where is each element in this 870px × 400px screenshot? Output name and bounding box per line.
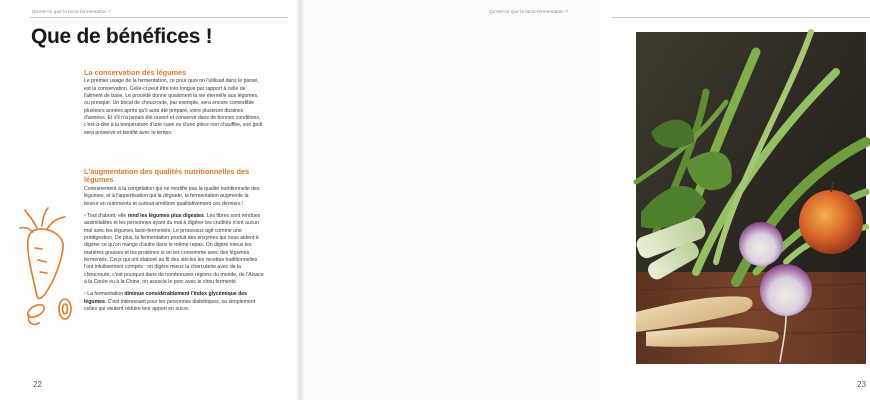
left-page [0, 0, 300, 400]
bullet-digestion-body: . Les fibres sont rendues assimilables et les personnes ayant du mal à digérer les crudités n'ont aucun mal avec les légumes lacto-fermentés. Le processus agit comme une prédigestion. De plus, la fermentation produit des enzymes qui nous aident à digérer ce qu'on mange d'autre dans le même repas. On digère mieux les matières grasses et les protéines si on les consomme avec des légumes fermentés. Ceux qui ont élaboré au fil des siècles les recettes traditionnelles l'ont intuitivement compris : on digère mieux la charcuterie avec de la choucroute, c'est pourquoi dans de nombreuses régions du monde, de l'Alsace à la Corée ou à la Chine, on associe le porc avec le chou fermenté. [84, 212, 264, 285]
bullet-glycemic-bold: diminue considérablement l'index glycémique des légumes [84, 291, 248, 305]
bullet-digestion-lead: Tout d'abord, elle [85, 212, 128, 219]
page-title: Que de bénéfices ! [31, 25, 213, 48]
section-title-nutrition: L'augmentation des qualités nutritionnelles des légumes [84, 167, 250, 185]
bullet-glycemic-body: . C'est intéressant pour les personnes diabétiques, ou simplement celles qui veulent réduire leur apport en sucre. [84, 298, 256, 312]
bullet-glycemic [84, 291, 264, 313]
bullet-digestion-bold: rend les légumes plus digestes [127, 212, 204, 219]
section-nutrition [84, 168, 264, 313]
right-page [300, 0, 866, 400]
bullet-digestion [84, 213, 264, 286]
page-number-right: 23 [857, 380, 866, 389]
header-rule-right [612, 17, 870, 18]
section-title-conservation: La conservation des légumes [84, 68, 187, 77]
running-head-left: Qu'est-ce que la lacto-fermentation ? [32, 9, 111, 14]
bullet-glycemic-lead: La fermentation [85, 291, 125, 298]
bullet-icon: • [84, 291, 86, 298]
running-head-right: Qu'est-ce que la lacto-fermentation ? [489, 9, 568, 14]
vegetables-photo [636, 32, 866, 364]
header-rule-left [30, 17, 288, 18]
carrot-icon [15, 208, 85, 333]
page-number-left: 22 [33, 380, 42, 389]
section-text-nutrition: Contrairement à la congélation qui ne modifie pas la qualité nutritionnelle des légumes, et à l'appertisation qui la dégrade, la fermentation augmente la teneur en nutriments et surtout améliore qualitativement ces derniers ! [84, 185, 260, 207]
bullet-icon: • [84, 212, 86, 219]
section-conservation [84, 69, 264, 137]
section-text-conservation: Le premier usage de la fermentation, ce pour quoi on l'utilisait dans le passé, est la conservation. Celle-ci peut être très longue par rapport à celle de l'aliment de base. Le procédé donne quasiment la vie éternelle aux légumes, ou presque. Un bocal de choucroute, par exemple, sera encore comestible plusieurs années après qu'il aura été préparé, voire plusieurs dizaines d'années. Et s'il n'a jamais été ouvert et conservé dans de bonnes conditions, c'est-à-dire à la température d'une cave ou d'une pièce non chauffée, son goût sera préservé et bonifié avec le temps. [84, 78, 263, 136]
book-gutter [296, 0, 304, 400]
